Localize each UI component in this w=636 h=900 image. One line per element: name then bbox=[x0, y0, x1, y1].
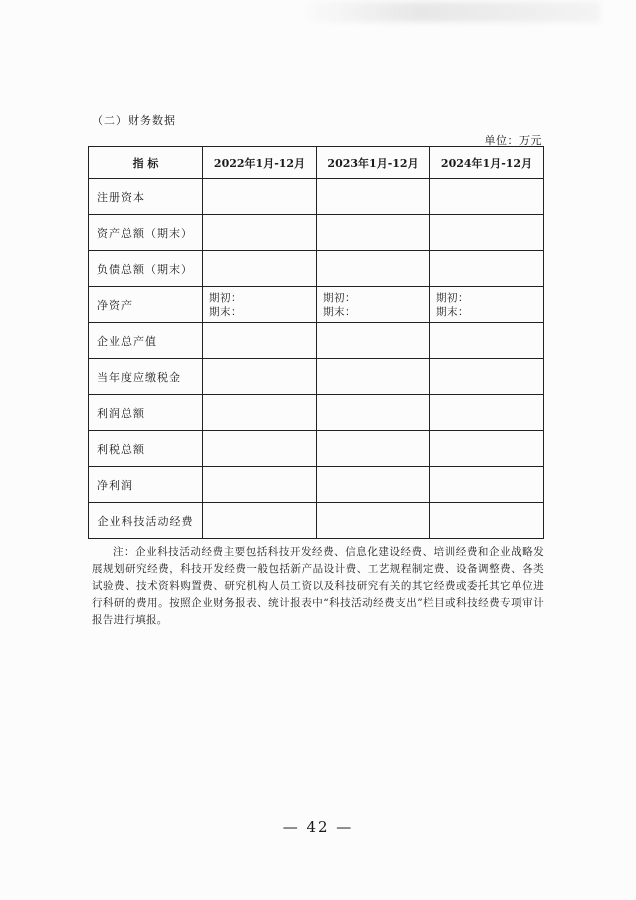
value-cell bbox=[203, 215, 317, 251]
header-2022: 2022年1月-12月 bbox=[203, 147, 317, 179]
period-end-label: 期末： bbox=[436, 305, 469, 318]
value-cell bbox=[203, 395, 317, 431]
header-indicator: 指 标 bbox=[89, 147, 203, 179]
header-2024: 2024年1月-12月 bbox=[430, 147, 544, 179]
row-label-profit-and-tax: 利税总额 bbox=[89, 431, 203, 467]
value-cell bbox=[317, 467, 430, 503]
table-row bbox=[89, 431, 544, 467]
table-row bbox=[89, 215, 544, 251]
row-label-total-output: 企业总产值 bbox=[89, 323, 203, 359]
row-label-net-assets: 净资产 bbox=[89, 287, 203, 323]
value-cell bbox=[317, 323, 430, 359]
value-cell bbox=[430, 251, 544, 287]
net-assets-2022 bbox=[203, 287, 317, 323]
value-cell bbox=[430, 359, 544, 395]
value-cell bbox=[203, 503, 317, 539]
financial-data-table bbox=[88, 146, 544, 539]
table-row bbox=[89, 323, 544, 359]
period-end-label: 期末： bbox=[323, 305, 356, 318]
value-cell bbox=[317, 251, 430, 287]
value-cell bbox=[203, 179, 317, 215]
period-start-label: 期初： bbox=[323, 291, 356, 304]
value-cell bbox=[317, 179, 430, 215]
value-cell bbox=[317, 359, 430, 395]
value-cell bbox=[203, 431, 317, 467]
value-cell bbox=[430, 431, 544, 467]
table-row bbox=[89, 395, 544, 431]
table-row bbox=[89, 179, 544, 215]
net-assets-2023 bbox=[317, 287, 430, 323]
row-label-total-assets: 资产总额（期末） bbox=[89, 215, 203, 251]
value-cell bbox=[317, 431, 430, 467]
net-assets-2024 bbox=[430, 287, 544, 323]
value-cell bbox=[317, 395, 430, 431]
footnote: 注：企业科技活动经费主要包括科技开发经费、信息化建设经费、培训经费和企业战略发展规划研究经费，科技开发经费一般包括新产品设计费、工艺规程制定费、设备调整费、各类试验费、技术资料购置费、研究机构人员工资以及科技研究有关的其它经费或委托其它单位进行科研的费用。按照企业财务报表、统计报表中“科技活动经费支出”栏目或科技经费专项审计报告进行填报。 bbox=[92, 545, 544, 626]
value-cell bbox=[430, 467, 544, 503]
table-row bbox=[89, 287, 544, 323]
value-cell bbox=[430, 179, 544, 215]
scan-smudge bbox=[300, 2, 600, 22]
header-2023: 2023年1月-12月 bbox=[317, 147, 430, 179]
page-number: — 42 — bbox=[282, 818, 354, 836]
row-label-registered-capital: 注册资本 bbox=[89, 179, 203, 215]
section-title: （二）财务数据 bbox=[92, 114, 176, 127]
value-cell bbox=[317, 215, 430, 251]
value-cell bbox=[430, 323, 544, 359]
table-row bbox=[89, 251, 544, 287]
value-cell bbox=[203, 359, 317, 395]
value-cell bbox=[430, 215, 544, 251]
value-cell bbox=[203, 251, 317, 287]
value-cell bbox=[203, 323, 317, 359]
table-header-row bbox=[89, 147, 544, 179]
period-end-label: 期末： bbox=[209, 305, 242, 318]
row-label-total-profit: 利润总额 bbox=[89, 395, 203, 431]
period-start-label: 期初： bbox=[436, 291, 469, 304]
value-cell bbox=[317, 503, 430, 539]
value-cell bbox=[430, 503, 544, 539]
unit-label: 单位：万元 bbox=[484, 134, 542, 147]
row-label-net-profit: 净利润 bbox=[89, 467, 203, 503]
row-label-taxes-payable: 当年度应缴税金 bbox=[89, 359, 203, 395]
table-row bbox=[89, 467, 544, 503]
period-start-label: 期初： bbox=[209, 291, 242, 304]
table-row bbox=[89, 359, 544, 395]
table-row bbox=[89, 503, 544, 539]
row-label-tech-funds: 企业科技活动经费 bbox=[89, 503, 203, 539]
row-label-total-liabilities: 负债总额（期末） bbox=[89, 251, 203, 287]
value-cell bbox=[203, 467, 317, 503]
value-cell bbox=[430, 395, 544, 431]
